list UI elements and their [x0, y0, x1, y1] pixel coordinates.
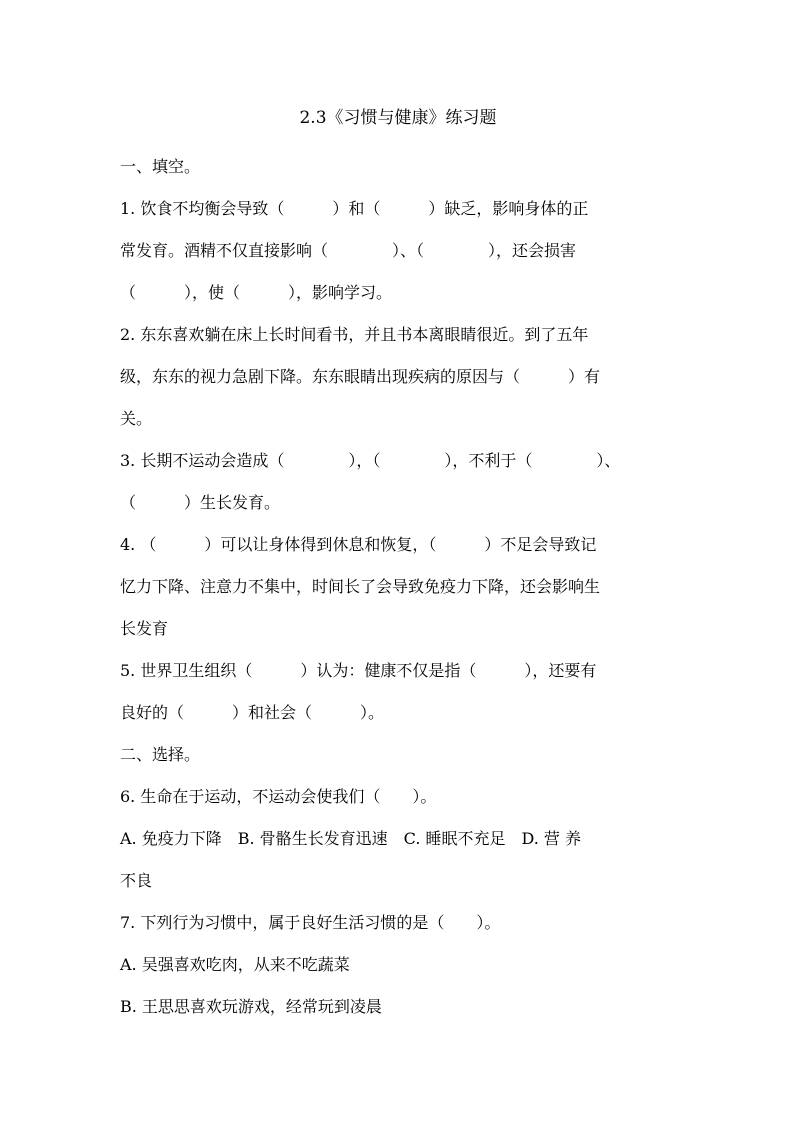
question-3	[120, 440, 676, 524]
question-6-options: A. 免疫力下降 B. 骨骼生长发育迅速 C. 睡眠不充足 D. 营 养	[120, 829, 582, 848]
question-4-line-1: 4. （ ）可以让身体得到休息和恢复，（ ）不足会导致记	[120, 535, 597, 554]
question-6-stem: 6. 生命在于运动，不运动会使我们（ ）。	[120, 787, 437, 806]
question-3-line-1: 3. 长期不运动会造成（ ），（ ），不利于（ ）、	[120, 451, 621, 470]
question-7-option-b: B. 王思思喜欢玩游戏，经常玩到凌晨	[120, 997, 382, 1016]
question-2-line-1: 2. 东东喜欢躺在床上长时间看书，并且书本离眼睛很近。到了五年	[120, 325, 589, 344]
question-3-line-2: （ ）生长发育。	[120, 493, 281, 512]
question-2-line-3: 关。	[120, 409, 153, 428]
question-7-stem: 7. 下列行为习惯中，属于良好生活习惯的是（ ）。	[120, 913, 501, 932]
question-4-line-2: 忆力下降、注意力不集中，时间长了会导致免疫力下降，还会影响生	[120, 577, 601, 596]
section-choice-heading: 二、选择。	[120, 745, 201, 764]
question-6-options-wrap: 不良	[120, 871, 153, 890]
question-5-line-1: 5. 世界卫生组织（ ）认为：健康不仅是指（ ），还要有	[120, 661, 597, 680]
question-5-line-2: 良好的（ ）和社会（ ）。	[120, 703, 385, 722]
question-7	[120, 902, 676, 1028]
question-2	[120, 314, 676, 440]
question-4-line-3: 长发育	[120, 619, 169, 638]
worksheet-page	[120, 104, 676, 1028]
question-5	[120, 650, 676, 734]
question-2-line-2: 级，东东的视力急剧下降。东东眼睛出现疾病的原因与（ ）有	[120, 367, 601, 386]
section-fill-in-heading: 一、填空。	[120, 157, 201, 176]
worksheet-title: 2.3《习惯与健康》练习题	[299, 108, 497, 128]
question-7-option-a: A. 吴强喜欢吃肉，从来不吃蔬菜	[120, 955, 350, 974]
question-1	[120, 188, 676, 314]
question-1-line-1: 1. 饮食不均衡会导致（ ）和（ ）缺乏，影响身体的正	[120, 199, 589, 218]
question-1-line-3: （ ），使（ ），影响学习。	[120, 283, 393, 302]
question-6	[120, 776, 676, 902]
question-1-line-2: 常发育。酒精不仅直接影响（ ）、（ ），还会损害	[120, 241, 577, 260]
question-4	[120, 524, 676, 650]
